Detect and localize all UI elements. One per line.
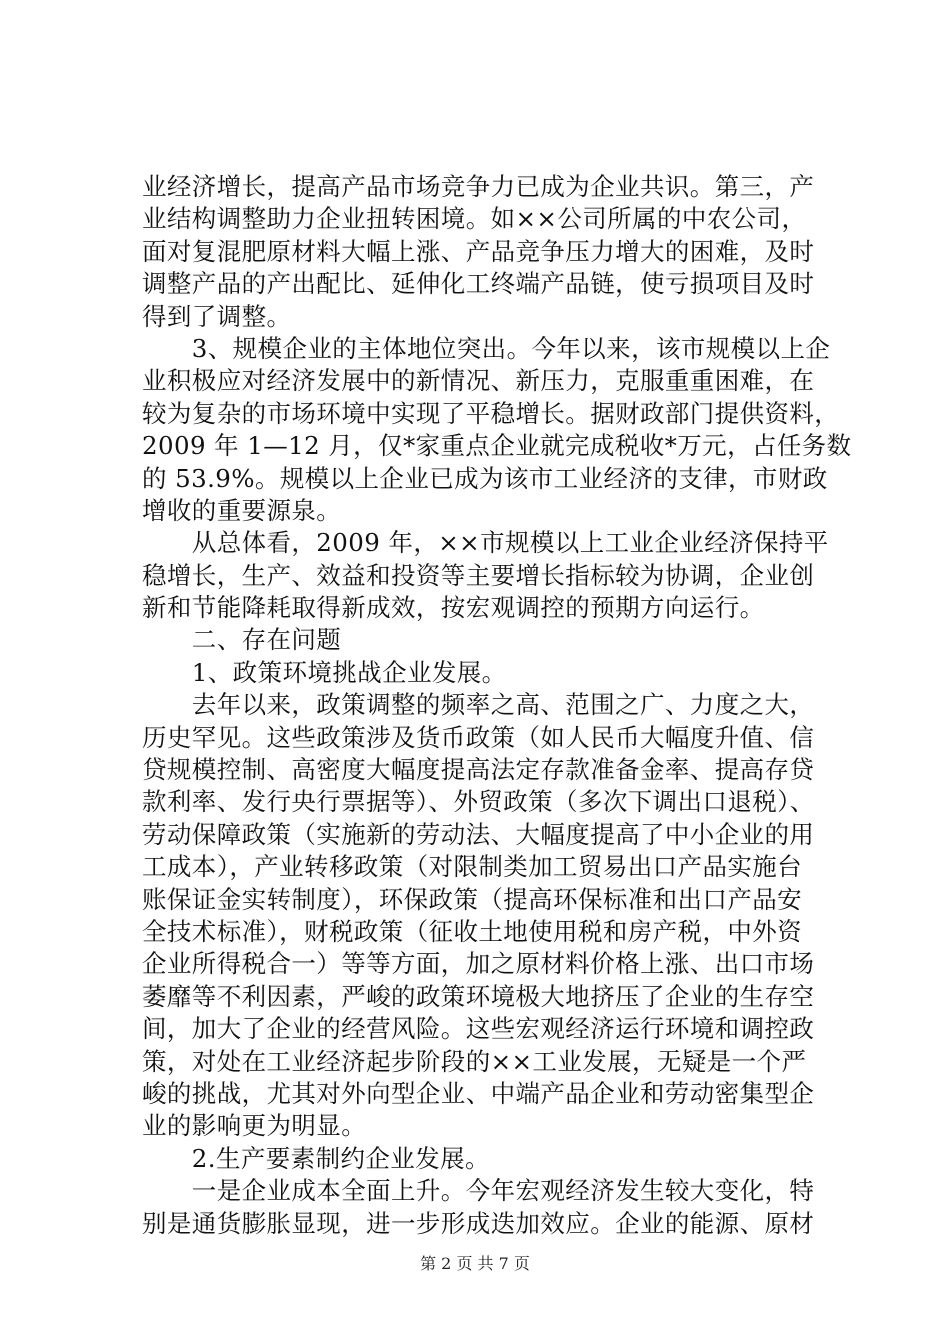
text-line: 业积极应对经济发展中的新情况、新压力，克服重重困难，在 [142,366,815,396]
text-line: 全技术标准），财税政策（征收土地使用税和房产税，中外资 [142,916,803,946]
page-footer: 第 2 页 共 7 页 [420,1254,530,1273]
text-line: 2009 年 1—12 月，仅*家重点企业就完成税收*万元，占任务数 [142,431,852,461]
text-line: 萎靡等不利因素，严峻的政策环境极大地挤压了企业的生存空 [142,981,815,1011]
text-line: 账保证金实转制度），环保政策（提高环保标准和出口产品安 [142,884,803,914]
text-line: 稳增长，生产、效益和投资等主要增长指标较为协调，企业创 [142,560,815,590]
text-line: 2.生产要素制约企业发展。 [142,1143,490,1173]
text-line: 的 53.9%。规模以上企业已成为该市工业经济的支律，市财政 [142,463,828,493]
text-line: 3、规模企业的主体地位突出。今年以来，该市规模以上企 [142,333,831,363]
text-line: 业的影响更为明显。 [142,1111,367,1141]
text-line: 劳动保障政策（实施新的劳动法、大幅度提高了中小企业的用 [142,819,815,849]
text-line: 二、存在问题 [142,625,342,655]
text-line: 业经济增长，提高产品市场竞争力已成为企业共识。第三，产 [142,172,815,201]
text-line: 面对复混肥原材料大幅上涨、产品竞争压力增大的困难，及时 [142,236,815,266]
text-line: 新和节能降耗取得新成效，按宏观调控的预期方向运行。 [142,593,765,623]
text-line: 企业所得税合一）等等方面，加之原材料价格上涨、出口市场 [142,949,815,979]
text-line: 别是通货膨胀显现，进一步形成迭加效应。企业的能源、原材 [142,1208,815,1238]
text-line: 工成本），产业转移政策（对限制类加工贸易出口产品实施台 [142,852,803,882]
text-line: 峻的挑战，尤其对外向型企业、中端产品企业和劳动密集型企 [142,1078,815,1108]
text-line: 款利率、发行央行票据等）、外贸政策（多次下调出口退税）、 [142,787,815,817]
text-line: 历史罕见。这些政策涉及货币政策（如人民币大幅度升值、信 [142,722,815,752]
text-line: 去年以来，政策调整的频率之高、范围之广、力度之大， [142,690,815,720]
text-line: 较为复杂的市场环境中实现了平稳增长。据财政部门提供资料， [142,398,840,428]
text-line: 1、政策环境挑战企业发展。 [142,657,507,687]
text-line: 策，对处在工业经济起步阶段的××工业发展，无疑是一个严 [142,1046,807,1076]
text-line: 得到了调整。 [142,301,292,331]
text-line: 增收的重要源泉。 [142,495,342,525]
text-line: 调整产品的产出配比、延伸化工终端产品链，使亏损项目及时 [142,269,815,299]
text-line: 贷规模控制、高密度大幅度提高法定存款准备金率、提高存贷 [142,755,815,785]
text-line: 业结构调整助力企业扭转困境。如××公司所属的中农公司， [142,204,807,234]
body-text [142,171,852,1240]
text-line: 间，加大了企业的经营风险。这些宏观经济运行环境和调控政 [142,1014,815,1044]
text-line: 一是企业成本全面上升。今年宏观经济发生较大变化，特 [142,1176,815,1206]
text-line: 从总体看，2009 年，××市规模以上工业企业经济保持平 [142,528,829,558]
